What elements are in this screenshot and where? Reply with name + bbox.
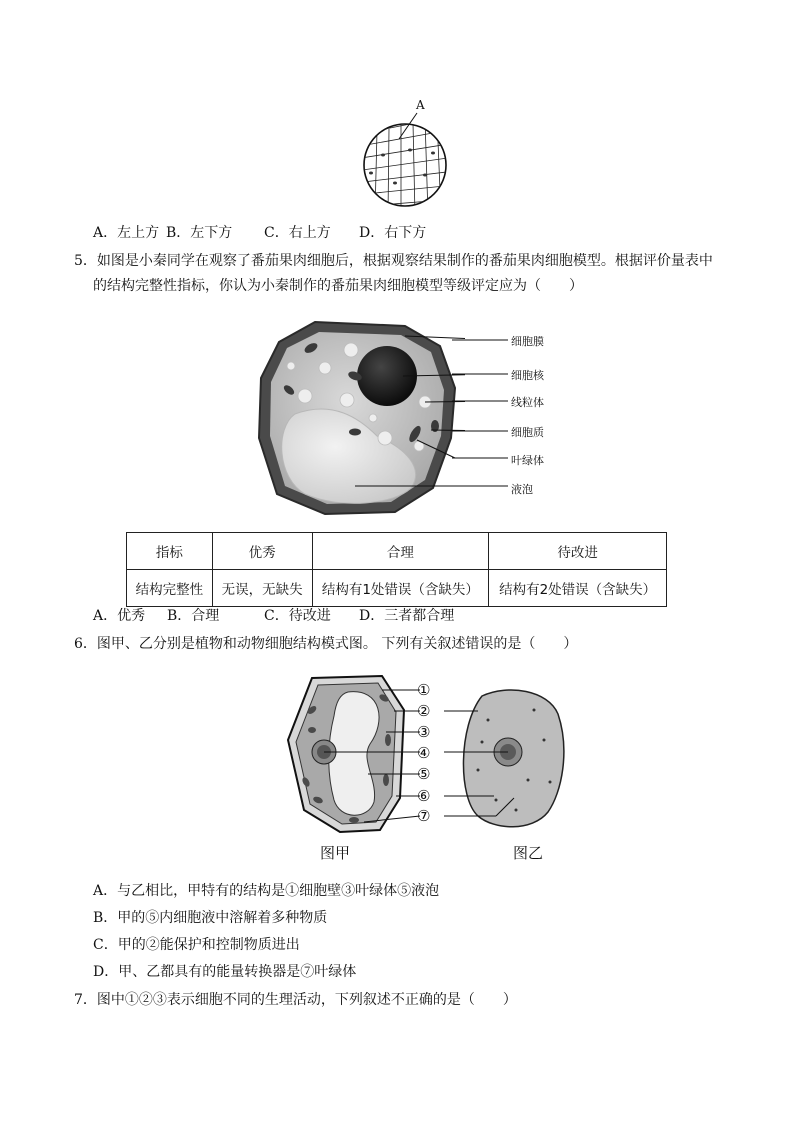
q6-option-d: D．甲、乙都具有的能量转换器是⑦叶绿体 (93, 964, 357, 980)
table-header-cell: 优秀 (212, 533, 312, 570)
marker-1: ① (417, 681, 431, 699)
table-cell: 结构有2处错误（含缺失） (489, 570, 667, 607)
marker-2: ② (417, 702, 431, 720)
label-nucleus: 细胞核 (511, 369, 544, 382)
q4-option-d: D．右下方 (359, 225, 427, 241)
label-cytoplasm: 细胞质 (511, 426, 544, 439)
label-vacuole: 液泡 (511, 483, 533, 496)
model-leader-extensions (452, 330, 512, 500)
microscope-field-figure (355, 95, 465, 215)
caption-animal-cell: 图乙 (513, 844, 544, 862)
q6-option-a: A．与乙相比，甲特有的结构是①细胞壁③叶绿体⑤液泡 (93, 883, 440, 899)
q5-stem-line2: 的结构完整性指标，你认为小秦制作的番茄果肉细胞模型等级评定应为（ ） (93, 278, 583, 294)
table-header-row (127, 533, 667, 570)
marker-4: ④ (417, 744, 431, 762)
marker-3: ③ (417, 723, 431, 741)
table-header-cell: 合理 (312, 533, 489, 570)
marker-6: ⑥ (417, 787, 431, 805)
q5-stem-line1: 5．如图是小秦同学在观察了番茄果肉细胞后，根据观察结果制作的番茄果肉细胞模型。根据评价量表中 (74, 253, 713, 269)
q5-option-a: A．优秀 (93, 608, 146, 624)
marker-7: ⑦ (417, 807, 431, 825)
q5-option-c: C．待改进 (264, 608, 331, 624)
q5-option-d: D．三者都合理 (359, 608, 455, 624)
caption-plant-cell: 图甲 (320, 844, 351, 862)
table-cell: 结构完整性 (127, 570, 213, 607)
label-chloroplast: 叶绿体 (511, 454, 544, 467)
table-cell: 无误，无缺失 (212, 570, 312, 607)
label-mitochondria: 线粒体 (511, 396, 544, 409)
q5-option-b: B．合理 (167, 608, 220, 624)
table-row (127, 570, 667, 607)
table-header-cell: 待改进 (489, 533, 667, 570)
microscope-label-a: A (416, 98, 425, 112)
q4-option-b: B．左下方 (166, 225, 233, 241)
label-cell-membrane: 细胞膜 (511, 335, 544, 348)
tomato-cell-model-figure (255, 318, 465, 518)
q4-option-a: A．左上方 (93, 225, 160, 241)
q6-option-c: C．甲的②能保护和控制物质进出 (93, 937, 300, 953)
evaluation-table (126, 532, 667, 607)
q6-stem: 6．图甲、乙分别是植物和动物细胞结构模式图。 下列有关叙述错误的是（ ） (74, 636, 578, 652)
q7-stem: 7．图中①②③表示细胞不同的生理活动，下列叙述不正确的是（ ） (74, 992, 517, 1008)
q6-option-b: B．甲的⑤内细胞液中溶解着多种物质 (93, 910, 328, 926)
marker-5: ⑤ (417, 765, 431, 783)
q4-option-c: C．右上方 (264, 225, 331, 241)
table-cell: 结构有1处错误（含缺失） (312, 570, 489, 607)
table-header-cell: 指标 (127, 533, 213, 570)
